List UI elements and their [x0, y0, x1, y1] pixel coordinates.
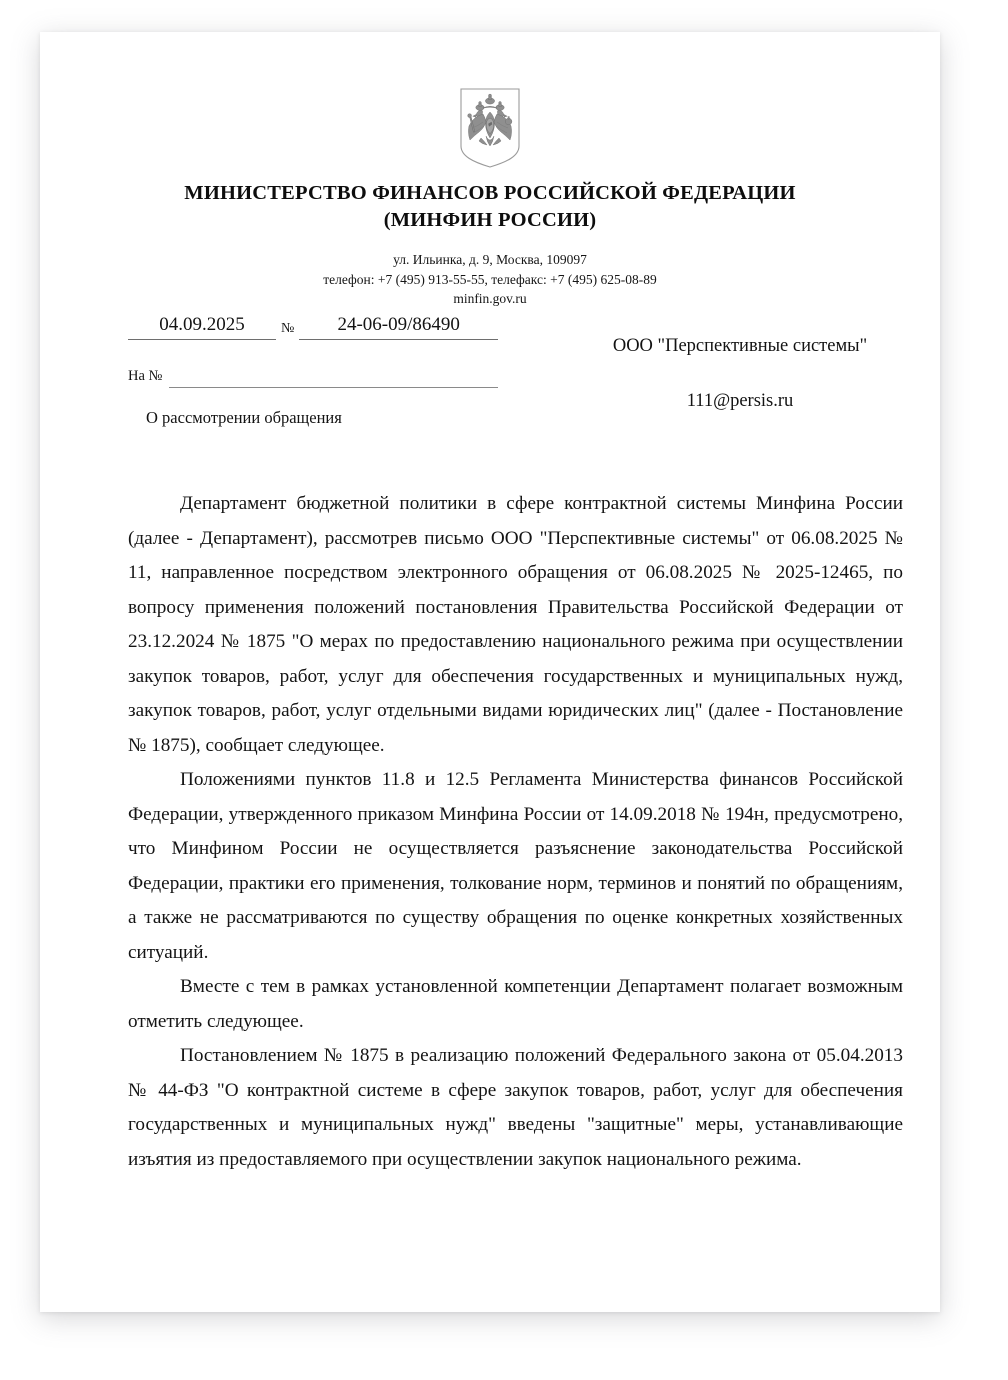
ministry-address: ул. Ильинка, д. 9, Москва, 109097 — [393, 252, 587, 267]
document-body — [128, 487, 903, 1177]
ministry-name-line-1: МИНИСТЕРСТВО ФИНАНСОВ РОССИЙСКОЙ ФЕДЕРАЦИИ — [184, 182, 796, 204]
ministry-phones: телефон: +7 (495) 913-55-55, телефакс: +7 (495) 625-08-89 — [323, 271, 657, 287]
incoming-reference-row — [128, 354, 498, 388]
document-page — [40, 32, 940, 1312]
ministry-header — [40, 180, 940, 234]
incoming-reference-label: На № — [128, 368, 163, 384]
addressee-block — [560, 334, 920, 413]
emblem-container — [40, 88, 940, 168]
ministry-website: minfin.gov.ru — [453, 291, 527, 306]
ministry-name-line-2: (МИНФИН РОССИИ) — [383, 209, 597, 231]
body-paragraph: Вместе с тем в рамках установленной компетенции Департамент полагает возможным отметить следующее. — [128, 976, 903, 1032]
ministry-contacts — [40, 250, 940, 309]
reference-block — [128, 310, 498, 388]
russian-coat-of-arms-icon — [459, 88, 521, 168]
addressee-email: 111@persis.ru — [686, 391, 794, 411]
document-subject: О рассмотрении обращения — [146, 408, 342, 427]
body-paragraph: Постановлением № 1875 в реализацию положений Федерального закона от 05.04.2013 № 44-ФЗ "О контрактной системе в сфере закупок товаров, работ, услуг для обеспечения государственных и муниципальных нужд" введены "защитные" меры, устанавливающие изъятия из предоставляемого при осуществлении закупок национального режима. — [128, 1045, 903, 1170]
number-symbol: № — [281, 321, 295, 336]
body-paragraph: Департамент бюджетной политики в сфере контрактной системы Минфина России (далее - Департамент), рассмотрев письмо ООО "Перспективные системы" от 06.08.2025 № 11, направленное посредством электронного обращения от 06.08.2025 № 2025-12465, по вопросу применения положений постановления Правительства Российской Федерации от 23.12.2024 № 1875 "О мерах по предоставлению национального режима при осуществлении закупок товаров, работ, услуг для обеспечения государственных и муниципальных нужд, закупок товаров, работ, услуг отдельными видами юридических лиц" (далее - Постановление № 1875), сообщает следующее. — [128, 493, 903, 756]
document-number: 24-06-09/86490 — [299, 314, 498, 340]
document-date: 04.09.2025 — [128, 314, 276, 340]
incoming-reference-rule — [169, 370, 498, 388]
body-paragraph: Положениями пунктов 11.8 и 12.5 Регламента Министерства финансов Российской Федерации, утвержденного приказом Минфина России от 14.09.2018 № 194н, предусмотрено, что Минфином России не осуществляется разъяснение законодательства Российской Федерации, практики его применения, толкование норм, терминов и понятий по обращениям, а также не рассматриваются по существу обращения по оценке конкретных хозяйственных ситуаций. — [128, 769, 903, 963]
addressee-organization: ООО "Перспективные системы" — [612, 336, 868, 356]
reference-date-row — [128, 310, 498, 340]
